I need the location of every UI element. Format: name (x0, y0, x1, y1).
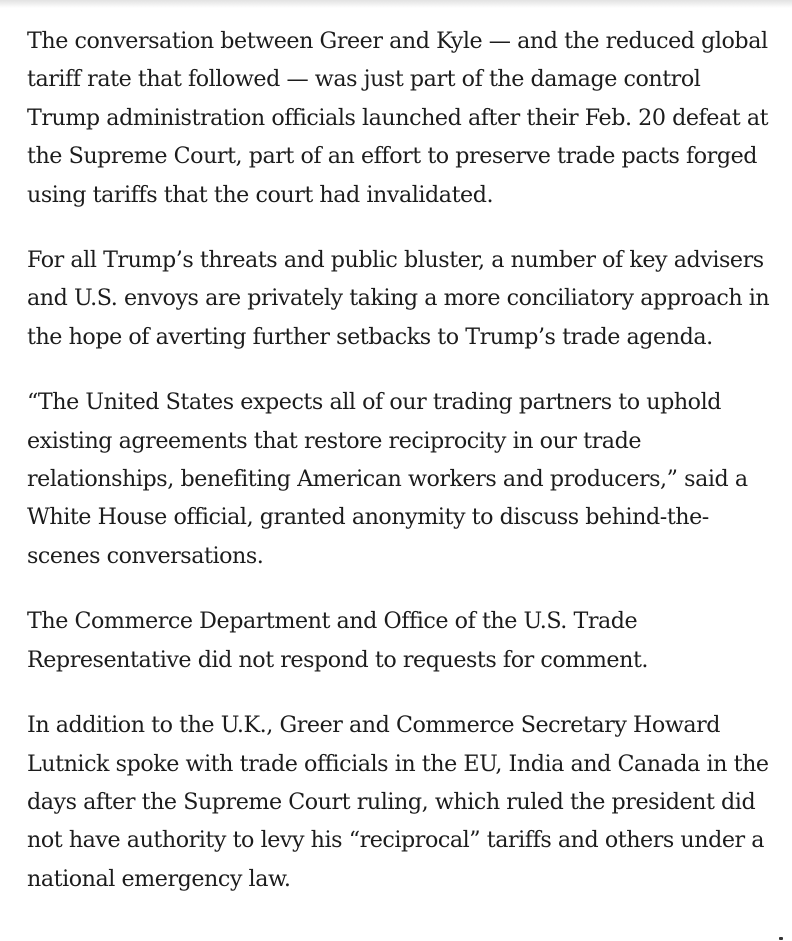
top-scroll-shadow (0, 0, 792, 8)
article-paragraph-3: “The United States expects all of our trading partners to uphold existing agreements that restore reciprocity in our trade relationships, benefiting American workers and producers,” said a White House official, granted anonymity to discuss behind-the-scenes conversations. (27, 389, 748, 569)
article-paragraph-1: The conversation between Greer and Kyle — and the reduced global tariff rate that followed — was just part of the damage control Trump administration officials launched after their Feb. 20 defeat at the Supreme Court, part of an effort to preserve trade pacts forged using tariffs that the court had invalidated. (27, 28, 769, 208)
article-body (27, 22, 772, 925)
scroll-indicator (779, 937, 783, 940)
article-paragraph-5: In addition to the U.K., Greer and Commerce Secretary Howard Lutnick spoke with trade officials in the EU, India and Canada in the days after the Supreme Court ruling, which ruled the president did not have authority to levy his “reciprocal” tariffs and others under a national emergency law. (27, 712, 769, 892)
article-paragraph-4: The Commerce Department and Office of the U.S. Trade Representative did not respond to requests for comment. (27, 608, 649, 673)
article-paragraph-2: For all Trump’s threats and public bluster, a number of key advisers and U.S. envoys are privately taking a more conciliatory approach in the hope of averting further setbacks to Trump’s trade agenda. (27, 247, 770, 350)
